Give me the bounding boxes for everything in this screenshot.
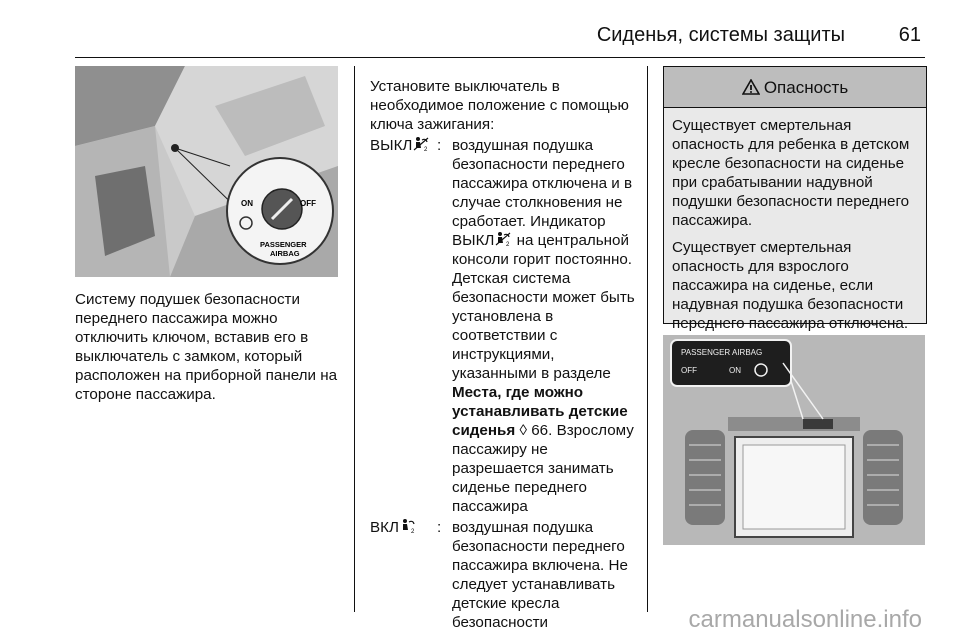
column-divider-right [647,66,648,612]
on-key-label: ВКЛ [370,519,399,536]
page-header [75,24,925,54]
off-position-key [370,136,430,155]
indicator-title-label: PASSENGER AIRBAG [681,348,763,357]
danger-paragraph-2: Существует смертельная опасность для взрослого пассажира на сиденье, если надувная подушка безопасности переднего пассажира отключена. [672,239,909,332]
switch-off-label: OFF [300,199,316,208]
off-position-entry [370,136,638,516]
svg-text:2: 2 [506,242,510,247]
middle-column [370,77,638,632]
page-reference-number[interactable]: 66. [531,422,553,439]
watermark: carmanualsonline.info [688,606,922,633]
on-entry-colon: : [437,519,442,536]
off-entry-text-part1: воздушная подушка безопасности переднего пассажира отключена и в случае столкновения не сработает. Индикатор ВЫКЛ [452,137,633,249]
photo-center-console-indicator [663,335,925,545]
section-title: Сиденья, системы защиты [596,24,845,46]
column-divider-left [354,66,355,612]
photo-airbag-key-switch [75,66,338,277]
page-reference-arrow: ◊ [519,422,527,439]
on-position-key [370,518,417,537]
switch-name-line1: PASSENGER [260,240,307,249]
left-caption: Систему подушек безопасности переднего пассажира можно отключить ключом, вставив его в выключатель с замком, который расположен на приборной панели на стороне пассажира. [75,291,338,403]
switch-intro: Установите выключатель в необходимое положение с помощью ключа зажигания: [370,78,629,133]
off-entry-text-part3: Взрослому пассажиру не разрешается занимать сиденье переднего пассажира [452,422,634,515]
off-entry-text [452,136,638,516]
off-key-label: ВЫКЛ [370,137,413,154]
danger-box [663,66,927,332]
danger-header [664,67,926,108]
child-seat-section-link[interactable]: Места, где можно устанавливать детские сиденья [452,384,628,439]
on-position-entry [370,518,638,632]
on-entry-text: воздушная подушка безопасности переднего пассажира включена. Не следует устанавливать детские кресла безопасности [452,519,628,631]
switch-name-line2: AIRBAG [270,249,300,258]
passenger-airbag-off-icon [412,136,430,152]
switch-on-label: ON [241,199,253,208]
page-number: 61 [898,24,921,46]
warning-triangle-icon [742,79,760,95]
passenger-airbag-off-indicator-icon [494,231,512,247]
danger-title: Опасность [763,77,849,97]
off-entry-colon: : [437,137,442,154]
header-rule [75,57,925,58]
danger-body [664,108,926,333]
svg-text:2: 2 [424,147,428,152]
indicator-on-label: ON [729,366,741,375]
indicator-off-label: OFF [681,366,697,375]
passenger-airbag-on-icon [399,518,417,534]
off-entry-text-part2: на центральной консоли горит постоянно. Детская система безопасности может быть установлена в соответствии с инструкциями, указанными в разделе [452,232,635,382]
svg-text:2: 2 [410,529,415,534]
danger-paragraph-1: Существует смертельная опасность для ребенка в детском кресле безопасности на сиденье при срабатывании надувной подушки безопасности переднего пассажира. [672,117,910,229]
